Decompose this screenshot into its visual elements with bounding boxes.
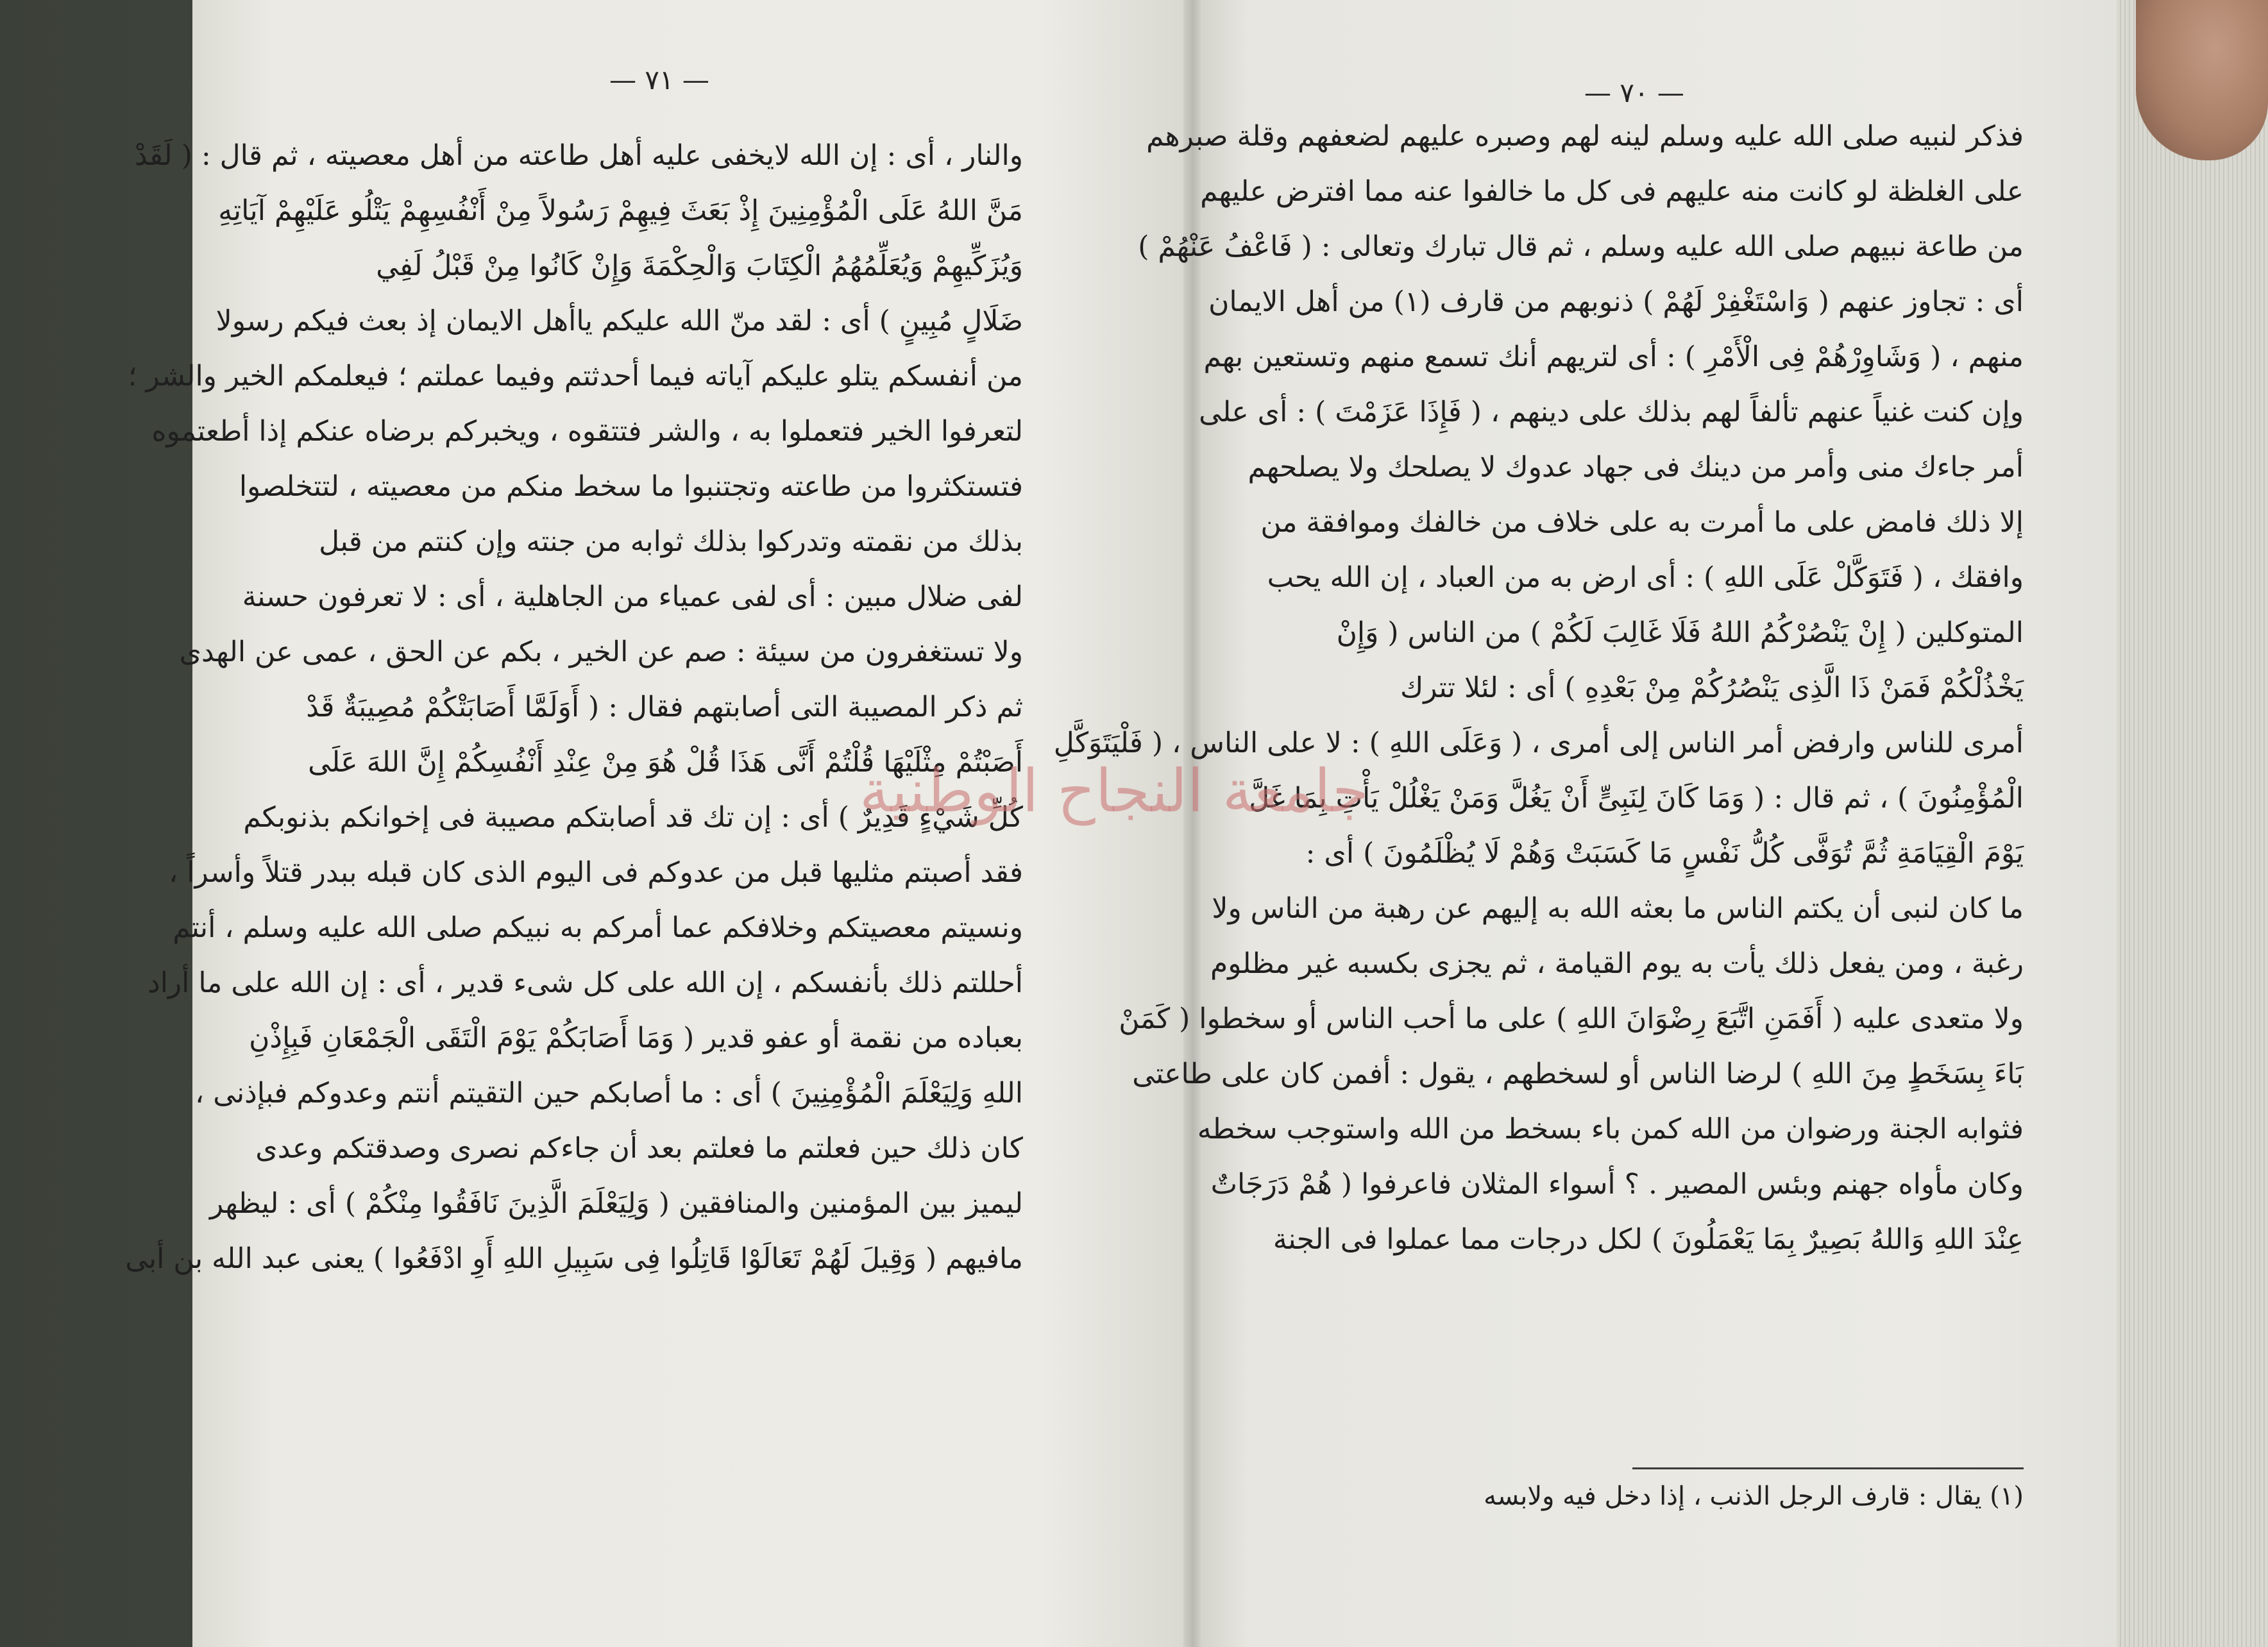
text-line: فذكر لنبيه صلى الله عليه وسلم لينه لهم وصبره عليهم لضعفهم وقلة صبرهم bbox=[1146, 120, 2024, 153]
text-line: بذلك من نقمته وتدركوا بذلك ثوابه من جنته وإن كنتم من قبل bbox=[319, 525, 1023, 558]
text-line: أمرى للناس وارفض أمر الناس إلى أمرى ، ( وَعَلَى اللهِ ) : لا على الناس ، ( فَلْيَتَوَكَّلِ bbox=[1053, 727, 2024, 759]
text-line: المتوكلين ( إِنْ يَنْصُرْكُمُ اللهُ فَلَا غَالِبَ لَكُمْ ) من الناس ( وَإِنْ bbox=[1336, 616, 2024, 649]
right-page-number: — ٧٠ — bbox=[1584, 77, 1684, 108]
footnote: (١) يقال : قارف الرجل الذنب ، إذا دخل فيه ولابسه bbox=[1484, 1482, 2024, 1511]
text-line: مَنَّ اللهُ عَلَى الْمُؤْمِنِينَ إِذْ بَعَثَ فِيهِمْ رَسُولاً مِنْ أَنْفُسِهِمْ يَتْلُو عَلَيْهِمْ آيَاتِهِ bbox=[218, 194, 1023, 227]
text-line: والنار ، أى : إن الله لايخفى عليه أهل طاعته من أهل معصيته ، ثم قال : ( لَقَدْ bbox=[134, 139, 1023, 172]
text-line: على الغلظة لو كانت منه عليهم فى كل ما خالفوا عنه مما افترض عليهم bbox=[1200, 175, 2024, 208]
text-line: ثم ذكر المصيبة التى أصابتهم فقال : ( أَوَلَمَّا أَصَابَتْكُمْ مُصِيبَةٌ قَدْ bbox=[306, 691, 1023, 723]
left-page-body bbox=[125, 128, 1023, 1287]
text-line: ليميز بين المؤمنين والمنافقين ( وَلِيَعْلَمَ الَّذِينَ نَافَقُوا مِنْكُمْ ) أى : ليظهر bbox=[210, 1187, 1023, 1220]
text-line: وكان مأواه جهنم وبئس المصير . ؟ أسواء المثلان فاعرفوا ( هُمْ دَرَجَاتٌ bbox=[1210, 1168, 2024, 1201]
text-line: يَوْمَ الْقِيَامَةِ ثُمَّ تُوَفَّى كُلُّ نَفْسٍ مَا كَسَبَتْ وَهُمْ لَا يُظْلَمُونَ ) أى : bbox=[1305, 837, 2024, 870]
text-line: وإن كنت غنياً عنهم تألفاً لهم بذلك على دينهم ، ( فَإِذَا عَزَمْتَ ) : أى على bbox=[1199, 396, 2024, 428]
text-line: فتستكثروا من طاعته وتجتنبوا ما سخط منكم من معصيته ، لتتخلصوا bbox=[239, 470, 1023, 503]
text-line: بَاءَ بِسَخَطٍ مِنَ اللهِ ) لرضا الناس أو لسخطهم ، يقول : أفمن كان على طاعتى bbox=[1132, 1058, 2024, 1090]
left-page-number: — ٧١ — bbox=[609, 64, 709, 96]
text-line: يَخْذُلْكُمْ فَمَنْ ذَا الَّذِى يَنْصُرُكُمْ مِنْ بَعْدِهِ ) أى : لئلا تترك bbox=[1400, 671, 2024, 704]
text-line: الْمُؤْمِنُونَ ) ، ثم قال : ( وَمَا كَانَ لِنَبِىٍّ أَنْ يَغُلَّ وَمَنْ يَغْلُلْ يَأْتِ بِمَا غَلَّ bbox=[1249, 782, 2024, 815]
text-line: ولا متعدى عليه ( أَفَمَنِ اتَّبَعَ رِضْوَانَ اللهِ ) على ما أحب الناس أو سخطوا ( كَمَنْ bbox=[1119, 1002, 2024, 1035]
page-edges bbox=[2117, 0, 2268, 1647]
text-line: مافيهم ( وَقِيلَ لَهُمْ تَعَالَوْا قَاتِلُوا فِى سَبِيلِ اللهِ أَوِ ادْفَعُوا ) يعنى عبد الله بن أبى bbox=[125, 1242, 1023, 1275]
text-line: ما كان لنبى أن يكتم الناس ما بعثه الله به إليهم عن رهبة من الناس ولا bbox=[1212, 892, 2024, 925]
text-line: ولا تستغفرون من سيئة : صم عن الخير ، بكم عن الحق ، عمى عن الهدى bbox=[179, 636, 1023, 668]
text-line: فقد أصبتم مثليها قبل من عدوكم فى اليوم الذى كان قبله ببدر قتلاً وأسراً ، bbox=[169, 856, 1023, 889]
text-line: أحللتم ذلك بأنفسكم ، إن الله على كل شىء قدير ، أى : إن الله على ما أراد bbox=[148, 967, 1023, 999]
text-line: من طاعة نبيهم صلى الله عليه وسلم ، ثم قال تبارك وتعالى : ( فَاعْفُ عَنْهُمْ ) bbox=[1138, 230, 2024, 263]
text-line: رغبة ، ومن يفعل ذلك يأت به يوم القيامة ، ثم يجزى بكسبه غير مظلوم bbox=[1210, 947, 2024, 980]
text-line: من أنفسكم يتلو عليكم آياته فيما أحدثتم وفيما عملتم ؛ فيعلمكم الخير والشر ؛ bbox=[128, 360, 1023, 393]
watermark: جامعة النجاح الوطنية bbox=[859, 757, 1369, 825]
text-line: لتعرفوا الخير فتعملوا به ، والشر فتتقوه ، ويخبركم برضاه عنكم إذا أطعتموه bbox=[151, 415, 1023, 448]
text-line: عِنْدَ اللهِ وَاللهُ بَصِيرٌ بِمَا يَعْمَلُونَ ) لكل درجات مما عملوا فى الجنة bbox=[1273, 1223, 2024, 1256]
text-line: كُلِّ شَيْءٍ قَدِيرٌ ) أى : إن تك قد أصابتكم مصيبة فى إخوانكم بذنوبكم bbox=[243, 801, 1023, 834]
text-line: فثوابه الجنة ورضوان من الله كمن باء بسخط من الله واستوجب سخطه bbox=[1197, 1113, 2024, 1145]
text-line: أَصَبْتُمْ مِثْلَيْهَا قُلْتُمْ أَنَّى هَذَا قُلْ هُوَ مِنْ عِنْدِ أَنْفُسِكُمْ إِنَّ اللهَ عَلَى bbox=[308, 746, 1023, 779]
thumb bbox=[2136, 0, 2268, 160]
text-line: أمر جاءك منى وأمر من دينك فى جهاد عدوك لا يصلحك ولا يصلحهم bbox=[1248, 451, 2024, 484]
text-line: لفى ضلال مبين : أى لفى عمياء من الجاهلية ، أى : لا تعرفون حسنة bbox=[242, 580, 1023, 613]
text-line: منهم ، ( وَشَاوِرْهُمْ فِى الْأَمْرِ ) : أى لتريهم أنك تسمع منهم وتستعين بهم bbox=[1203, 341, 2024, 373]
text-line: اللهِ وَلِيَعْلَمَ الْمُؤْمِنِينَ ) أى : ما أصابكم حين التقيتم أنتم وعدوكم فبإذنى ، bbox=[195, 1077, 1023, 1110]
text-line: ضَلَالٍ مُبِينٍ ) أى : لقد منّ الله عليكم ياأهل الايمان إذ بعث فيكم رسولا bbox=[216, 305, 1023, 337]
text-line: كان ذلك حين فعلتم ما فعلتم بعد أن جاءكم نصرى وصدقتكم وعدى bbox=[255, 1132, 1023, 1165]
text-line: ونسيتم معصيتكم وخلافكم عما أمركم به نبيكم صلى الله عليه وسلم ، أنتم bbox=[173, 911, 1023, 944]
text-line: وَيُزَكِّيهِمْ وَيُعَلِّمُهُمُ الْكِتَابَ وَالْحِكْمَةَ وَإِنْ كَانُوا مِنْ قَبْلُ لَفِي bbox=[376, 249, 1023, 282]
text-line: بعباده من نقمة أو عفو قدير ( وَمَا أَصَابَكُمْ يَوْمَ الْتَقَى الْجَمْعَانِ فَبِإِذْنِ bbox=[249, 1022, 1023, 1054]
text-line: أى : تجاوز عنهم ( وَاسْتَغْفِرْ لَهُمْ ) ذنوبهم من قارف (١) من أهل الايمان bbox=[1208, 285, 2024, 318]
footnote-rule bbox=[1632, 1467, 2024, 1469]
text-line: إلا ذلك فامض على ما أمرت به على خلاف من خالفك وموافقة من bbox=[1260, 506, 2024, 539]
text-line: وافقك ، ( فَتَوَكَّلْ عَلَى اللهِ ) : أى ارض به من العباد ، إن الله يحب bbox=[1267, 561, 2024, 594]
